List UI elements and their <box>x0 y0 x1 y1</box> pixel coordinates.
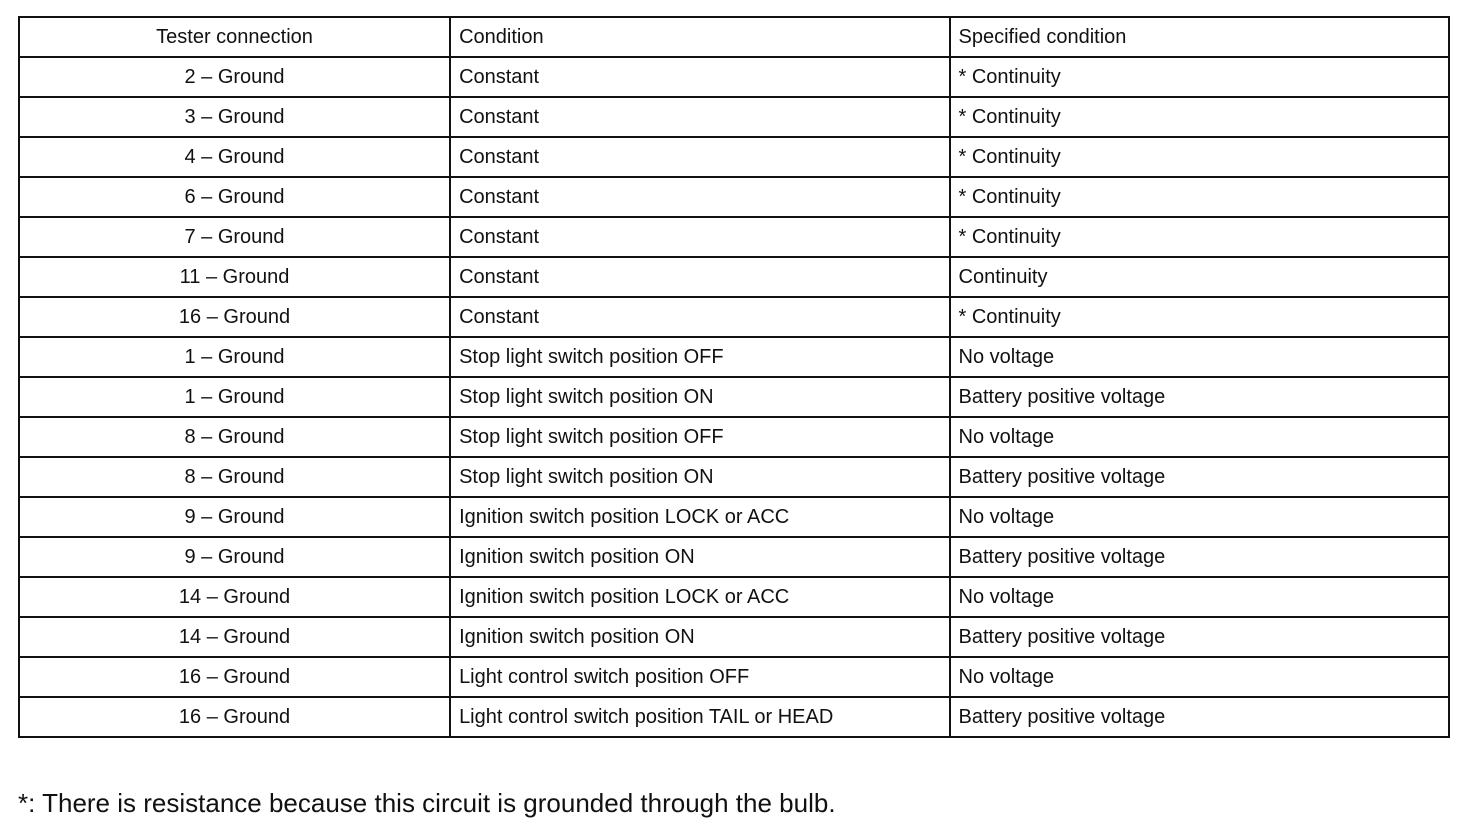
cell-condition: Ignition switch position ON <box>450 537 949 577</box>
cell-tester-connection: 16 – Ground <box>19 297 450 337</box>
cell-specified-condition: * Continuity <box>950 177 1449 217</box>
cell-condition: Stop light switch position ON <box>450 377 949 417</box>
cell-condition: Constant <box>450 257 949 297</box>
cell-tester-connection: 1 – Ground <box>19 337 450 377</box>
cell-specified-condition: * Continuity <box>950 297 1449 337</box>
table-row <box>19 537 1449 577</box>
cell-specified-condition: Battery positive voltage <box>950 457 1449 497</box>
cell-condition: Ignition switch position LOCK or ACC <box>450 497 949 537</box>
cell-specified-condition: No voltage <box>950 497 1449 537</box>
table-row <box>19 617 1449 657</box>
table-row <box>19 697 1449 737</box>
table-row <box>19 257 1449 297</box>
cell-specified-condition: Battery positive voltage <box>950 697 1449 737</box>
cell-specified-condition: Continuity <box>950 257 1449 297</box>
table-row <box>19 337 1449 377</box>
cell-tester-connection: 16 – Ground <box>19 697 450 737</box>
cell-condition: Ignition switch position ON <box>450 617 949 657</box>
table-header-row <box>19 17 1449 57</box>
cell-condition: Stop light switch position OFF <box>450 337 949 377</box>
cell-specified-condition: No voltage <box>950 577 1449 617</box>
table-body <box>19 57 1449 737</box>
cell-condition: Constant <box>450 137 949 177</box>
cell-condition: Light control switch position OFF <box>450 657 949 697</box>
table-row <box>19 137 1449 177</box>
cell-tester-connection: 8 – Ground <box>19 457 450 497</box>
cell-tester-connection: 2 – Ground <box>19 57 450 97</box>
tester-specification-table <box>18 16 1450 738</box>
header-condition: Condition <box>450 17 949 57</box>
cell-tester-connection: 7 – Ground <box>19 217 450 257</box>
cell-tester-connection: 16 – Ground <box>19 657 450 697</box>
cell-specified-condition: * Continuity <box>950 57 1449 97</box>
cell-condition: Stop light switch position ON <box>450 457 949 497</box>
cell-condition: Constant <box>450 57 949 97</box>
cell-tester-connection: 4 – Ground <box>19 137 450 177</box>
cell-specified-condition: * Continuity <box>950 217 1449 257</box>
cell-specified-condition: * Continuity <box>950 137 1449 177</box>
cell-condition: Constant <box>450 177 949 217</box>
cell-tester-connection: 14 – Ground <box>19 577 450 617</box>
cell-specified-condition: * Continuity <box>950 97 1449 137</box>
cell-condition: Ignition switch position LOCK or ACC <box>450 577 949 617</box>
table-row <box>19 297 1449 337</box>
cell-condition: Stop light switch position OFF <box>450 417 949 457</box>
cell-tester-connection: 9 – Ground <box>19 497 450 537</box>
header-tester-connection: Tester connection <box>19 17 450 57</box>
table-row <box>19 417 1449 457</box>
cell-condition: Light control switch position TAIL or HEAD <box>450 697 949 737</box>
header-specified-condition: Specified condition <box>950 17 1449 57</box>
cell-tester-connection: 3 – Ground <box>19 97 450 137</box>
table-row <box>19 57 1449 97</box>
cell-specified-condition: Battery positive voltage <box>950 617 1449 657</box>
cell-specified-condition: No voltage <box>950 337 1449 377</box>
cell-tester-connection: 14 – Ground <box>19 617 450 657</box>
cell-condition: Constant <box>450 297 949 337</box>
table-row <box>19 377 1449 417</box>
cell-tester-connection: 9 – Ground <box>19 537 450 577</box>
cell-specified-condition: Battery positive voltage <box>950 377 1449 417</box>
table-row <box>19 97 1449 137</box>
cell-condition: Constant <box>450 217 949 257</box>
table-row <box>19 177 1449 217</box>
footnote: *: There is resistance because this circuit is grounded through the bulb. <box>18 788 836 818</box>
table-row <box>19 457 1449 497</box>
table-row <box>19 497 1449 537</box>
cell-tester-connection: 1 – Ground <box>19 377 450 417</box>
cell-condition: Constant <box>450 97 949 137</box>
cell-tester-connection: 11 – Ground <box>19 257 450 297</box>
table-row <box>19 657 1449 697</box>
cell-specified-condition: No voltage <box>950 417 1449 457</box>
table-row <box>19 217 1449 257</box>
cell-specified-condition: Battery positive voltage <box>950 537 1449 577</box>
cell-specified-condition: No voltage <box>950 657 1449 697</box>
table-row <box>19 577 1449 617</box>
cell-tester-connection: 6 – Ground <box>19 177 450 217</box>
cell-tester-connection: 8 – Ground <box>19 417 450 457</box>
